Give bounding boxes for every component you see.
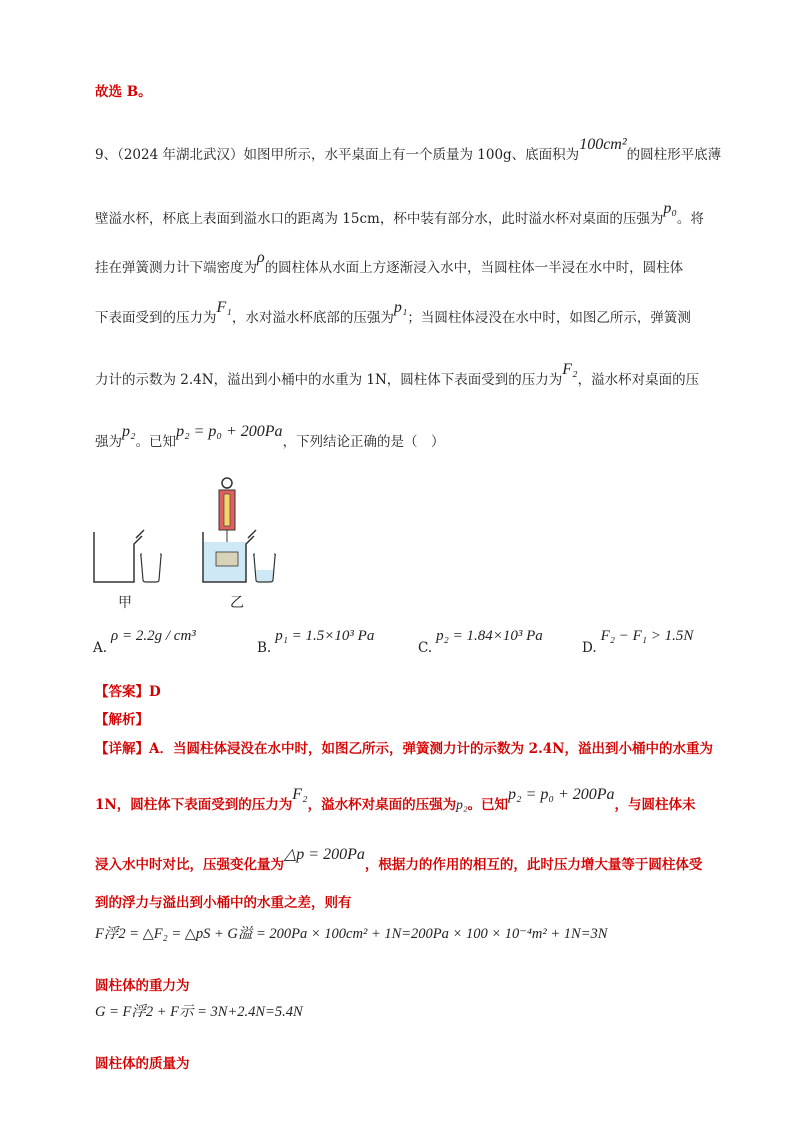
- detail-line-6: 圆柱体的质量为: [95, 1056, 190, 1072]
- question-line-5: 力计的示数为 2.4N，溢出到小桶中的水重为 1N，圆柱体下表面受到的压力为F₂，溢水杯对桌面的压: [95, 361, 700, 388]
- detail-line-4: 到的浮力与溢出到小桶中的水重之差，则有: [95, 895, 352, 911]
- question-line-3: 挂在弹簧测力计下端密度为ρ的圆柱体从水面上方逐渐浸入水中，当圆柱体一半浸在水中时，圆柱体: [95, 249, 684, 276]
- previous-answer: 故选 B。: [95, 84, 152, 100]
- small-bucket-a: [141, 554, 162, 582]
- answer: 【答案】D: [95, 684, 161, 700]
- option-b[interactable]: B.p₁ = 1.5×10³ Pa: [257, 628, 375, 656]
- figure-label-a: 甲: [118, 595, 132, 611]
- experiment-figure: [90, 470, 290, 590]
- option-a[interactable]: A.ρ = 2.2g / cm³: [93, 628, 196, 656]
- overflow-cup-a: [94, 530, 144, 582]
- question-line-4: 下表面受到的压力为F₁，水对溢水杯底部的压强为p₁；当圆柱体浸没在水中时，如图乙所示，弹簧测: [95, 299, 691, 326]
- option-d[interactable]: D.F₂ − F₁ > 1.5N: [582, 628, 694, 656]
- overflow-cup-b: [203, 530, 256, 582]
- detail-line-1: 【详解】A．当圆柱体浸没在水中时，如图乙所示，弹簧测力计的示数为 2.4N，溢出到小桶中的水重为: [95, 741, 713, 757]
- question-line-6: 强为p₂。已知p₂ = p₀ + 200Pa，下列结论正确的是（ ）: [95, 423, 445, 450]
- question-line-1: 9、（2024 年湖北武汉）如图甲所示，水平桌面上有一个质量为 100g、底面积为100cm²的圆柱形平底薄: [95, 136, 722, 163]
- equation-gravity: G = F浮2 + F示 = 3N+2.4N=5.4N: [95, 1004, 303, 1020]
- small-bucket-b: [254, 554, 276, 582]
- figure-label-b: 乙: [230, 595, 244, 611]
- detail-line-2: 1N，圆柱体下表面受到的压力为F₂，溢水杯对桌面的压强为p₂。已知p₂ = p₀ + 200Pa，与圆柱体未: [95, 786, 696, 813]
- analysis-title: 【解析】: [95, 712, 149, 728]
- detail-line-3: 浸入水中时对比，压强变化量为△p = 200Pa，根据力的作用的相互的，此时压力增大量等于圆柱体受: [95, 846, 703, 873]
- detail-line-5: 圆柱体的重力为: [95, 978, 190, 994]
- equation-buoyancy: F浮2 = △F₂ = △pS + G溢 = 200Pa × 100cm² + 1N=200Pa × 100 × 10⁻⁴m² + 1N=3N: [95, 926, 608, 942]
- question-line-2: 壁溢水杯，杯底上表面到溢水口的距离为 15cm，杯中装有部分水，此时溢水杯对桌面的压强为p₀。将: [95, 200, 704, 227]
- option-c[interactable]: C.p₂ = 1.84×10³ Pa: [418, 628, 543, 656]
- spring-scale: [219, 478, 235, 550]
